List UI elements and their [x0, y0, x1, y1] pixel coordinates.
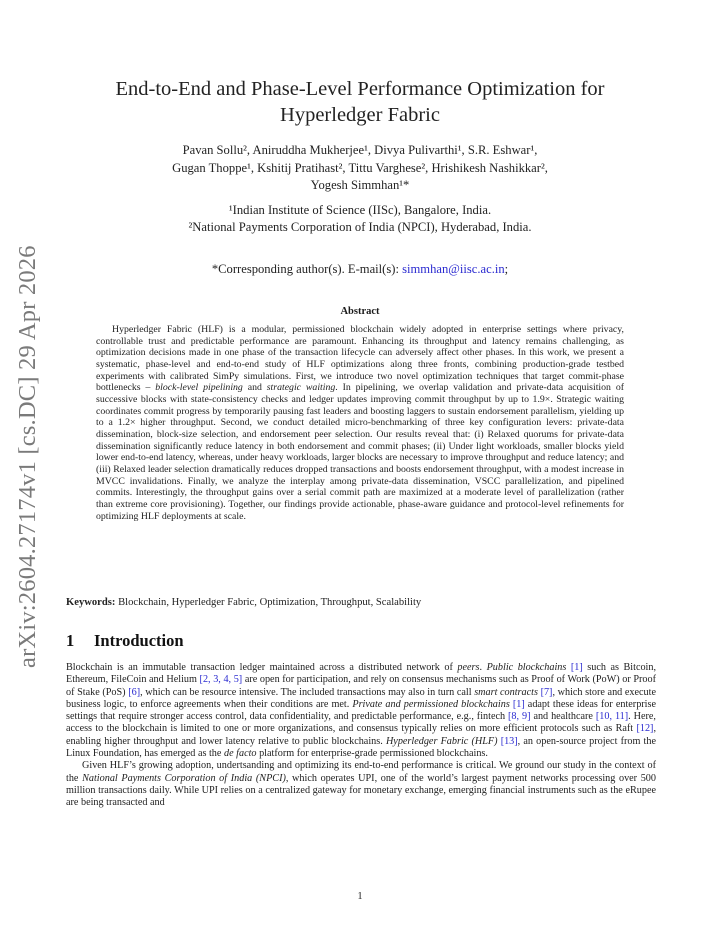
intro-text: . Here, access to the blockchain is limited to one or more organizations, and consensus typically relies on more efficient protocols such as Raft: [66, 711, 656, 735]
citation-link[interactable]: [2, 3, 4, 5]: [199, 674, 243, 686]
section-title: Introduction: [94, 631, 184, 650]
intro-text: .: [479, 662, 487, 673]
citation-link[interactable]: [8, 9]: [508, 711, 531, 723]
abstract-text: [96, 324, 624, 522]
page-number: 1: [357, 891, 363, 902]
intro-paragraph-1: [66, 662, 656, 760]
affiliation-1: ¹Indian Institute of Science (IISc), Bangalore, India.: [228, 203, 492, 217]
intro-text: platform for enterprise-grade permissioned blockchains.: [256, 748, 488, 760]
keywords-label: Keywords:: [66, 597, 116, 608]
citation-link[interactable]: [10, 11]: [595, 711, 629, 723]
intro-emphasis: smart contracts: [474, 686, 538, 698]
affiliations: [100, 202, 620, 236]
intro-text: , which store and execute business logic, to enforce agreements when their conditions are met.: [66, 686, 656, 710]
abstract-emphasis-waiting: strategic waiting: [266, 382, 336, 394]
corresponding-author: [100, 262, 620, 277]
author-list: [100, 142, 620, 195]
intro-text: adapt these ideas for enterprise settings that require stronger access control, data confidentiality, and predictable performance, e.g., fintech: [66, 698, 657, 723]
intro-emphasis: de facto: [223, 748, 257, 760]
introduction-body: [66, 662, 656, 810]
intro-emphasis: Private and permissioned blockchains: [352, 698, 510, 710]
intro-text: are open for participation, and rely on consensus mechanisms such as Proof of Work (PoW) or Proof of Stake (PoS): [66, 674, 656, 698]
intro-text: Given HLF’s growing adoption, undertsanding and optimizing its end-to-end performance is critical. We ground our study in the context of the: [66, 760, 656, 784]
intro-emphasis: peers: [457, 662, 480, 673]
affiliation-2: ²National Payments Corporation of India (NPCI), Hyderabad, India.: [188, 220, 532, 234]
intro-paragraph-2: [66, 760, 656, 809]
abstract-part-2: and: [242, 382, 267, 394]
authors-line-2: Gugan Thoppe¹, Kshitij Pratihast², Tittu Varghese², Hrishikesh Nashikkar²,: [172, 160, 548, 175]
arxiv-watermark: arXiv:2604.27174v1 [cs.DC] 29 Apr 2026: [14, 245, 41, 668]
corresponding-prefix: *Corresponding author(s). E-mail(s):: [211, 262, 403, 276]
title-line-1: End-to-End and Phase-Level Performance Optimization for: [115, 78, 605, 100]
citation-link[interactable]: [1]: [512, 698, 525, 710]
abstract-part-1: Hyperledger Fabric (HLF) is a modular, permissioned blockchain widely adopted in enterprise settings where privacy, controllable trust and predictable performance are paramount. Enhancing its throughput and latency remains challenging, as optimization decisions made in one phase of the transaction lifecycle can adversely affect other phases. In this work, we present a systematic, phase-level and end-to-end study of HLF optimizations along three fronts, combining production-grade testbed experiments with calibrated SimPy simulations. First, we introduce two novel optimization techniques that target commit-phase bottlenecks –: [96, 324, 624, 394]
intro-text: and healthcare: [530, 711, 596, 723]
citation-link[interactable]: [7]: [540, 686, 553, 698]
citation-link[interactable]: [1]: [570, 662, 583, 673]
abstract-emphasis-pipelining: block-level pipelining: [155, 382, 243, 394]
citation-link[interactable]: [12]: [636, 723, 654, 735]
section-number: 1: [66, 631, 75, 650]
intro-text: such as Bitcoin, Ethereum, FileCoin and Helium: [66, 662, 657, 686]
intro-text: , which can be resource intensive. The included transactions may also in turn call: [140, 686, 475, 698]
paper-title: [100, 76, 620, 128]
title-line-2: Hyperledger Fabric: [280, 104, 440, 126]
section-heading: [66, 631, 656, 651]
abstract-part-3: . In pipelining, we overlap validation and private-data acquisition of successive blocks with state-consistency checks and ledger updates improving commit throughput by up to 1.9×. Strategic waiting coordinates commit progress by temporarily pausing fast leaders and boosting laggers to sustain endorsement parallelism, yielding up to a 1.2× higher throughput. Second, we conduct detailed micro-benchmarking of three key configuration levers: private-data dissemination, block-size selection, and endorsement peer selection. Our results reveal that: (i) Relaxed quorums for private-data dissemination significantly reduce latency in both endorsement and commit phases; (ii) Under light workloads, smaller blocks yield lower end-to-end latency, whereas, under heavy workloads, larger blocks are necessary to improve throughput and reduce latency; and (iii) Relaxed leader selection dramatically reduces dropped transactions and boosts endorsement throughput, with a modest increase in MVCC invalidations. Finally, we analyze the interplay among private-data dissemination, VSCC parallelization, and pipelined commits. Interestingly, the throughput gains over a serial commit path are maximized at a moderate level of parallelization (rather than extreme core provisioning). Together, our findings provide actionable, phase-aware guidance and protocol-level refinements for optimizing HLF deployments at scale.: [96, 382, 624, 522]
intro-emphasis: Hyperledger Fabric (HLF): [385, 735, 498, 747]
citation-link[interactable]: [6]: [128, 686, 141, 698]
intro-text: Blockchain is an immutable transaction ledger maintained across a distributed network of: [66, 662, 458, 673]
intro-emphasis: National Payments Corporation of India (NPCI): [82, 772, 286, 784]
intro-text: , an open-source project from the Linux Foundation, has emerged as the: [66, 735, 656, 760]
citation-link[interactable]: [13]: [500, 735, 518, 747]
email-link[interactable]: simmhan@iisc.ac.in: [402, 262, 505, 276]
intro-text: , enabling higher throughput and lower latency relative to public blockchains.: [66, 723, 656, 747]
intro-emphasis: Public blockchains: [486, 662, 567, 673]
abstract-heading: Abstract: [340, 306, 380, 317]
keywords: [66, 597, 656, 608]
authors-line-3: Yogesh Simmhan¹*: [310, 178, 410, 192]
corresponding-suffix: ;: [504, 262, 509, 276]
intro-text: , which operates UPI, one of the world’s largest payment networks processing over 500 million transactions daily. While UPI relies on a centralized gateway for monetary exchange, emerging financial instruments such as the eRupee are being transacted and: [66, 772, 656, 809]
keywords-list: Blockchain, Hyperledger Fabric, Optimization, Throughput, Scalability: [115, 597, 422, 608]
authors-line-1: Pavan Sollu², Aniruddha Mukherjee¹, Divya Pulivarthi¹, S.R. Eshwar¹,: [182, 143, 538, 157]
